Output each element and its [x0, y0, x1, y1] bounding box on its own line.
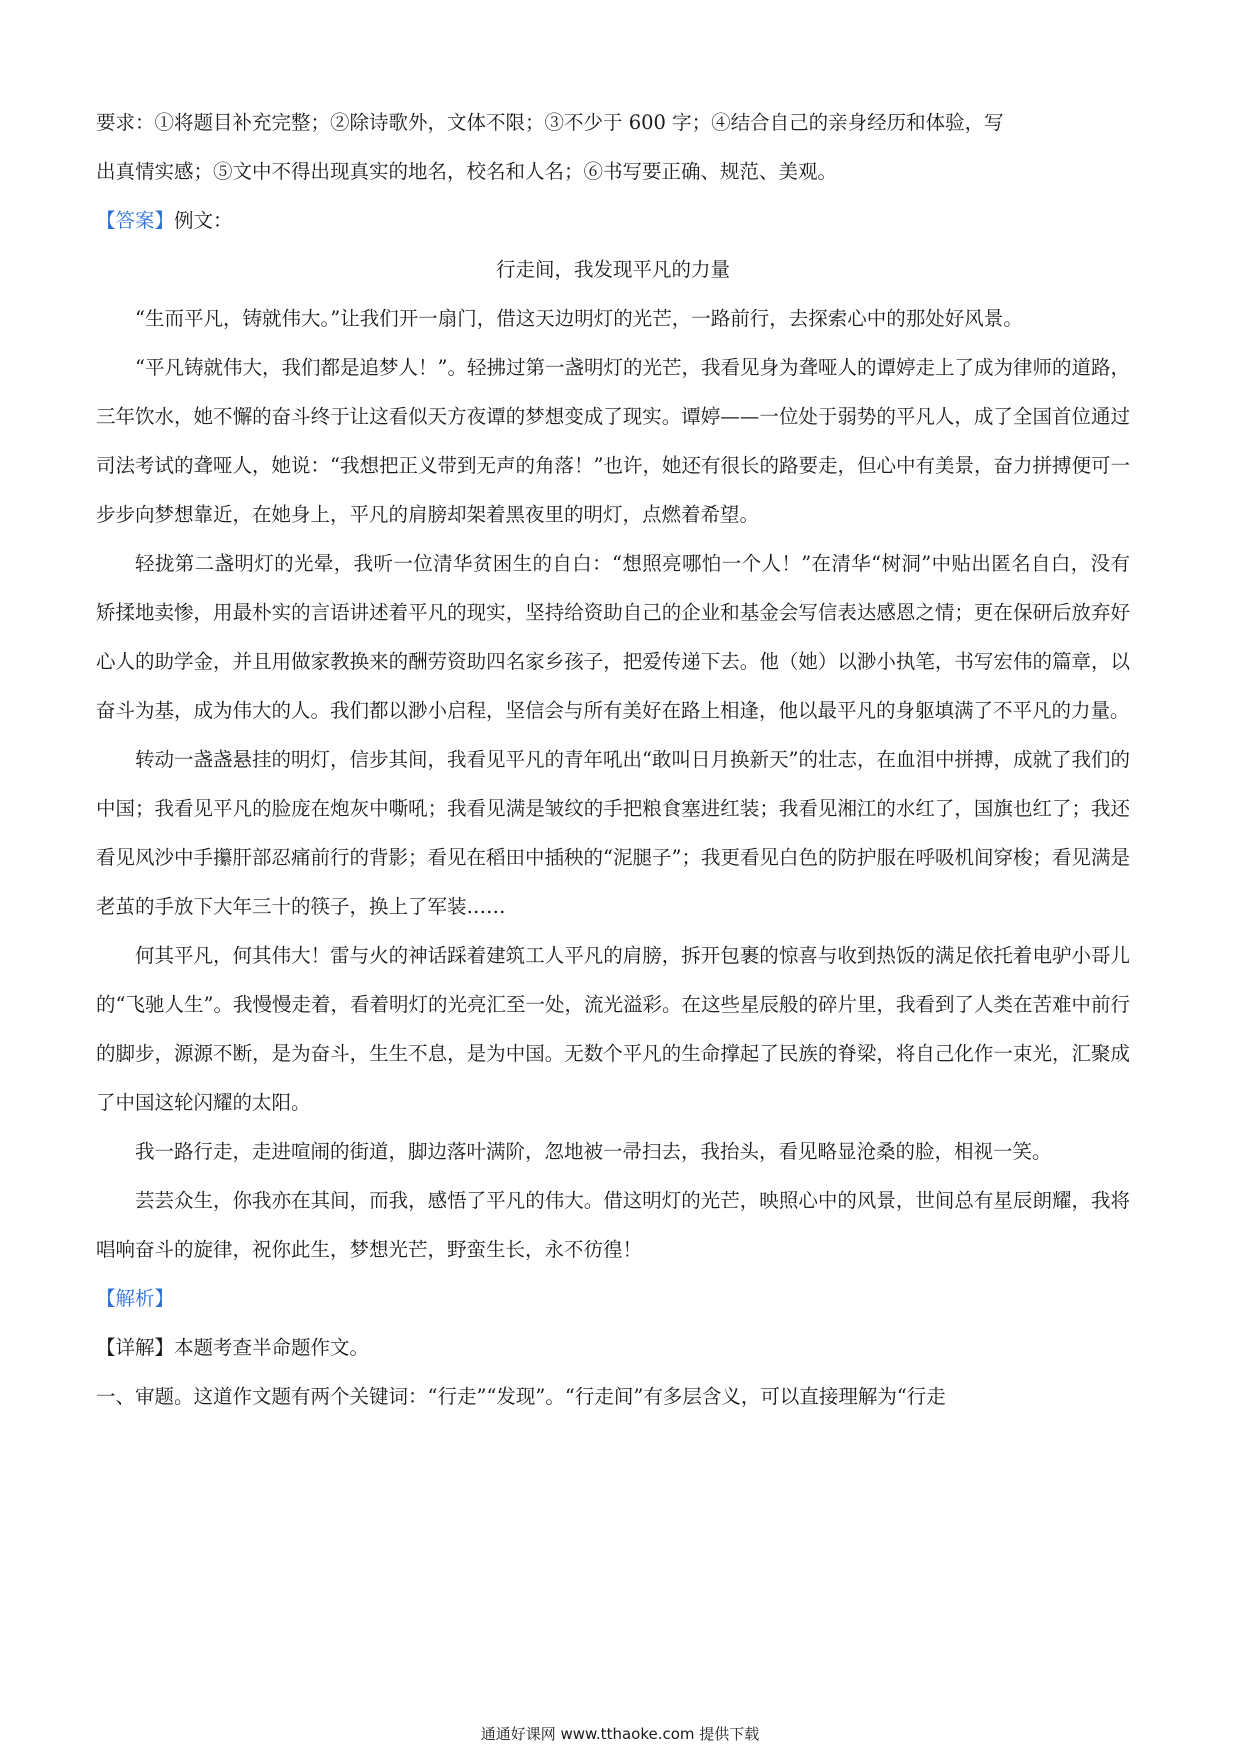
- analysis-detail: [96, 1323, 1130, 1372]
- essay-paragraph-2: “平凡铸就伟大，我们都是追梦人！”。轻拂过第一盏明灯的光芒，我看见身为聋哑人的谭婷走上了成为律师的道路，三年饮水，她不懈的奋斗终于让这看似天方夜谭的梦想变成了现实。谭婷——一位处于弱势的平凡人，成了全国首位通过司法考试的聋哑人，她说：“我想把正义带到无声的角落！”也许，她还有很长的路要走，但心中有美景，奋力拼搏便可一步步向梦想靠近，在她身上，平凡的肩膀却架着黑夜里的明灯，点燃着希望。: [96, 356, 1130, 526]
- essay-paragraph-5: 何其平凡，何其伟大！雷与火的神话踩着建筑工人平凡的肩膀，拆开包裹的惊喜与收到热饭的满足依托着电驴小哥儿的“飞驰人生”。我慢慢走着，看着明灯的光亮汇至一处，流光溢彩。在这些星辰般的碎片里，我看到了人类在苦难中前行的脚步，源源不断，是为奋斗，生生不息，是为中国。无数个平凡的生命撑起了民族的脊梁，将自己化作一束光，汇聚成了中国这轮闪耀的太阳。: [96, 944, 1130, 1114]
- essay-paragraph-6: 我一路行走，走进喧闹的街道，脚边落叶满阶，忽地被一帚扫去，我抬头，看见略显沧桑的脸，相视一笑。: [135, 1140, 1052, 1163]
- page-footer: 通通好课网 www.tthaoke.com 提供下载: [480, 1725, 760, 1743]
- document-body: [96, 98, 1130, 1421]
- essay-paragraph-3: 轻拢第二盏明灯的光晕，我听一位清华贫困生的自白：“想照亮哪怕一个人！”在清华“树洞”中贴出匿名自白，没有矫揉地卖惨，用最朴实的言语讲述着平凡的现实，坚持给资助自己的企业和基金会写信表达感恩之情；更在保研后放弃好心人的助学金，并且用做家教换来的酬劳资助四名家乡孩子，把爱传递下去。他（她）以渺小执笔，书写宏伟的篇章，以奋斗为基，成为伟大的人。我们都以渺小启程，坚信会与所有美好在路上相逢，他以最平凡的身躯填满了不平凡的力量。: [96, 552, 1130, 722]
- analysis-heading: [96, 1274, 1130, 1323]
- answer-lead: 例文：: [174, 209, 233, 232]
- essay-paragraph-7: 芸芸众生，你我亦在其间，而我，感悟了平凡的伟大。借这明灯的光芒，映照心中的风景，世间总有星辰朗耀，我将唱响奋斗的旋律，祝你此生，梦想光芒，野蛮生长，永不彷徨！: [96, 1189, 1130, 1261]
- answer-heading: [96, 196, 1130, 245]
- requirements-line-1: 要求：①将题目补充完整；②除诗歌外，文体不限；③不少于 600 字；④结合自己的亲身经历和体验，写: [96, 111, 1004, 134]
- detail-tag: 【详解】: [96, 1336, 175, 1359]
- analysis-tag: 【解析】: [96, 1287, 175, 1310]
- analysis-point-1: 一、审题。这道作文题有两个关键词：“行走”“发现”。“行走间”有多层含义，可以直接理解为“行走: [96, 1385, 946, 1408]
- essay-title: 行走间，我发现平凡的力量: [495, 258, 730, 281]
- essay-paragraph-1: “生而平凡，铸就伟大。”让我们开一扇门，借这天边明灯的光芒，一路前行，去探索心中的那处好风景。: [135, 307, 1023, 330]
- essay-paragraph-4: 转动一盏盏悬挂的明灯，信步其间，我看见平凡的青年吼出“敢叫日月换新天”的壮志，在血泪中拼搏，成就了我们的中国；我看见平凡的脸庞在炮灰中嘶吼；我看见满是皱纹的手把粮食塞进红装；我看见湘江的水红了，国旗也红了；我还看见风沙中手攥肝部忍痛前行的背影；看见在稻田中插秧的“泥腿子”；我更看见白色的防护服在呼吸机间穿梭；看见满是老茧的手放下大年三十的筷子，换上了军装……: [96, 748, 1130, 918]
- detail-text: 本题考查半命题作文。: [174, 1336, 370, 1359]
- answer-tag: 【答案】: [96, 209, 175, 232]
- requirements-line-2: 出真情实感；⑤文中不得出现真实的地名，校名和人名；⑥书写要正确、规范、美观。: [96, 160, 838, 183]
